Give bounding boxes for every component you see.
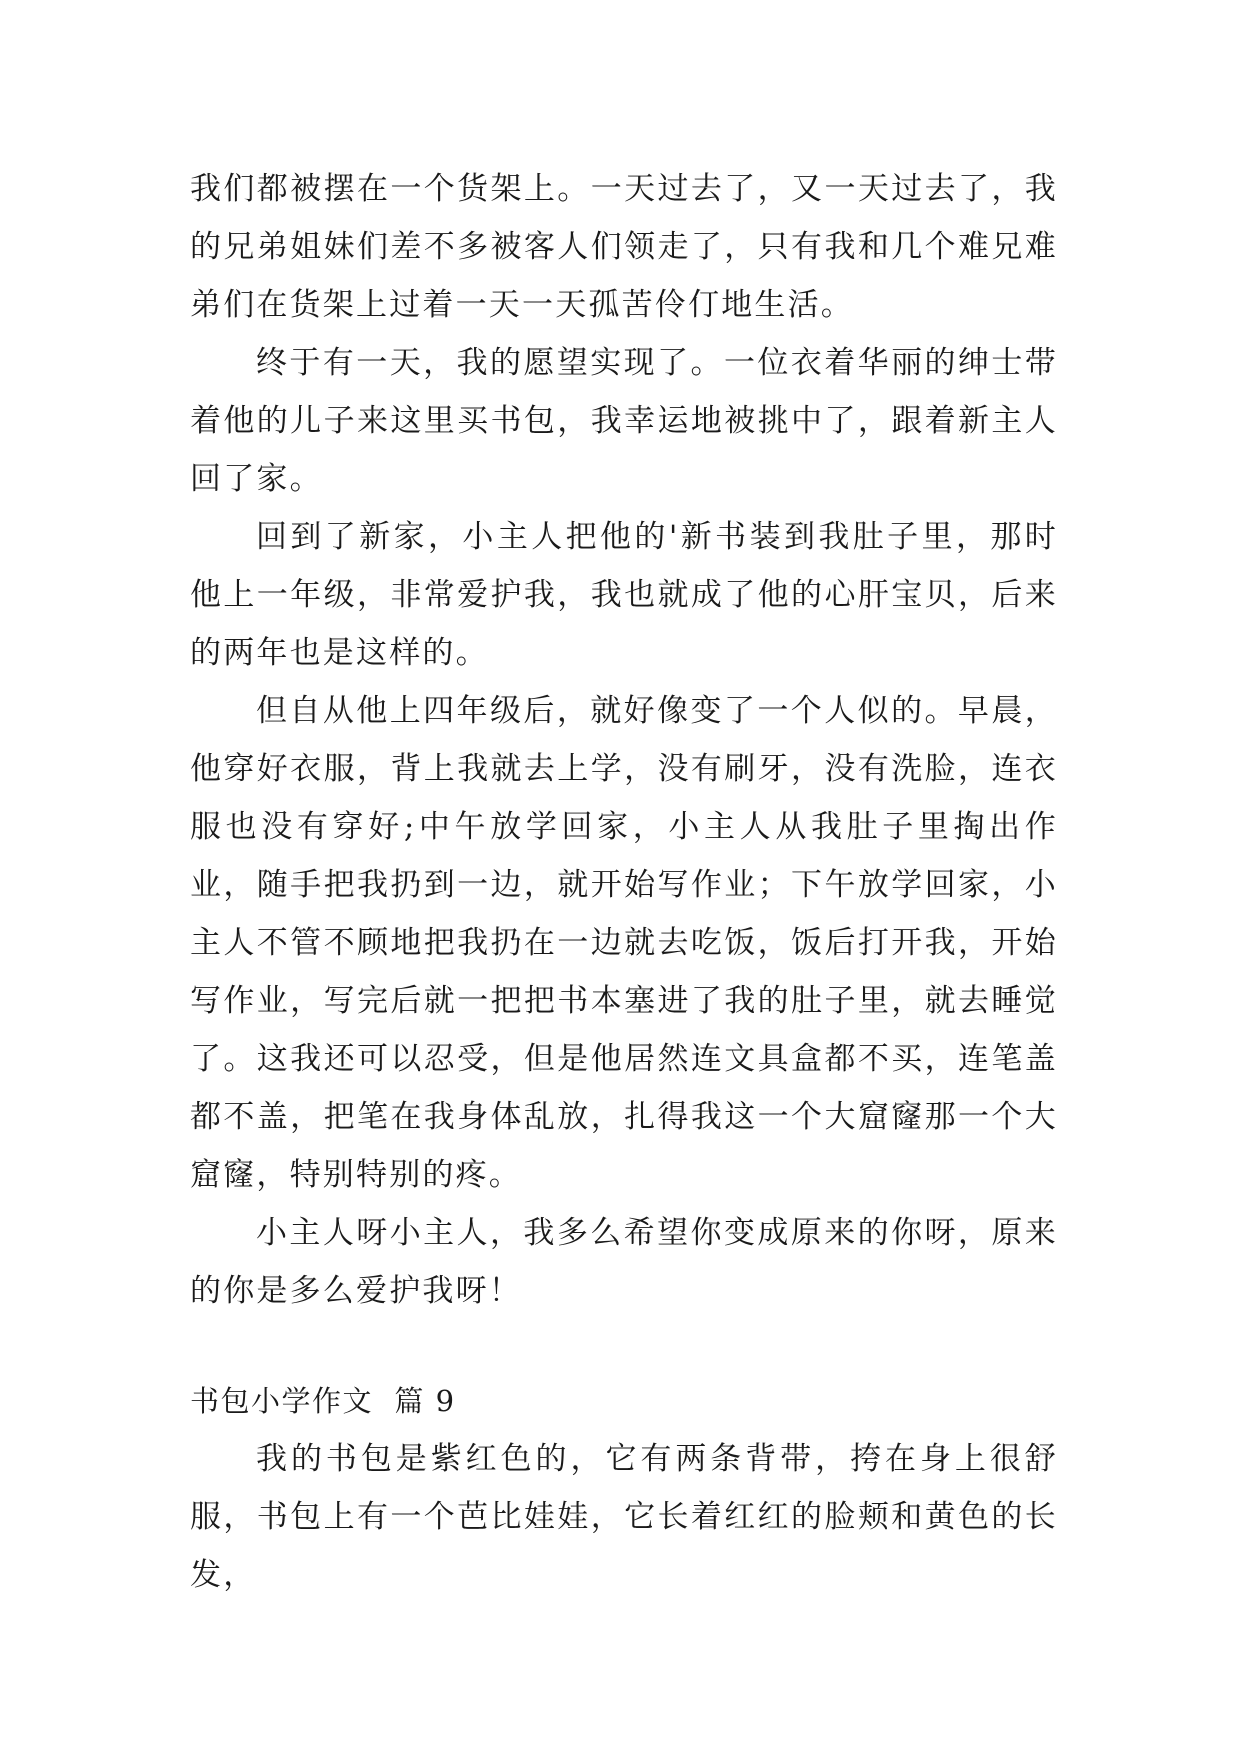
paragraph: 我们都被摆在一个货架上。一天过去了，又一天过去了，我的兄弟姐妹们差不多被客人们领走了，只有我和几个难兄难弟们在货架上过着一天一天孤苦伶仃地生活。 [190,171,1058,323]
paragraph: 小主人呀小主人，我多么希望你变成原来的你呀，原来的你是多么爱护我呀！ [190,1215,1058,1309]
section-title: 书包小学作文 篇 9 [190,1384,456,1418]
paragraph: 终于有一天，我的愿望实现了。一位衣着华丽的绅士带着他的儿子来这里买书包，我幸运地被挑中了，跟着新主人回了家。 [190,345,1058,497]
document-body [190,160,1058,1604]
paragraph: 我的书包是紫红色的，它有两条背带，挎在身上很舒服，书包上有一个芭比娃娃，它长着红红的脸颊和黄色的长发， [190,1441,1058,1593]
paragraph: 但自从他上四年级后，就好像变了一个人似的。早晨，他穿好衣服，背上我就去上学，没有刷牙，没有洗脸，连衣服也没有穿好;中午放学回家，小主人从我肚子里掏出作业，随手把我扔到一边，就开始写作业；下午放学回家，小主人不管不顾地把我扔在一边就去吃饭，饭后打开我，开始写作业，写完后就一把把书本塞进了我的肚子里，就去睡觉了。这我还可以忍受，但是他居然连文具盒都不买，连笔盖都不盖，把笔在我身体乱放，扎得我这一个大窟窿那一个大窟窿，特别特别的疼。 [190,693,1058,1193]
paragraph: 回到了新家，小主人把他的'新书装到我肚子里，那时他上一年级，非常爱护我，我也就成了他的心肝宝贝，后来的两年也是这样的。 [190,519,1058,671]
